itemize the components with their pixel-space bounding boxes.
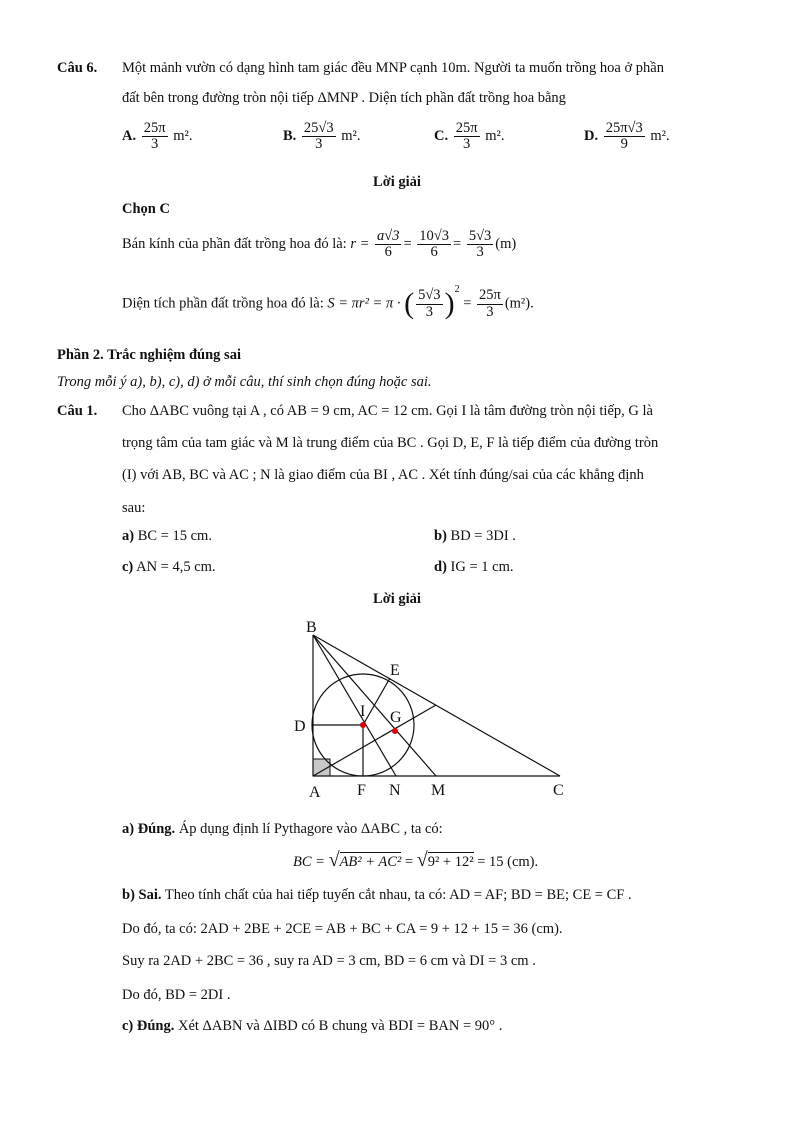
area-text: Diện tích phần đất trồng hoa đó là:: [122, 295, 324, 312]
option-a-numerator: 25π: [143, 120, 166, 136]
option-b-letter: B.: [283, 128, 297, 145]
option-d-fraction: [604, 121, 645, 152]
item-d-letter: d): [434, 559, 447, 575]
option-b: [283, 121, 361, 152]
option-a-letter: A.: [122, 128, 137, 145]
radius-frac-2: [417, 229, 451, 260]
question-6-text-line1: Một mảnh vườn có dạng hình tam giác đều MNP cạnh 10m. Người ta muốn trồng hoa ở phần: [122, 60, 664, 76]
option-a-denominator: 3: [151, 136, 159, 153]
option-b-fraction: [302, 121, 336, 152]
solution-title-q1: Lời giải: [373, 591, 421, 607]
item-b: [434, 527, 516, 545]
solution-title-q6: Lời giải: [373, 174, 421, 190]
area-result-num: 25π: [479, 287, 501, 304]
area-inner-den: 3: [425, 303, 433, 320]
item-b-text: BD = 3DI .: [450, 528, 516, 544]
solution-c-line: [122, 1017, 502, 1035]
item-c: [122, 558, 216, 576]
formula-eq: =: [404, 854, 414, 870]
item-a-letter: a): [122, 528, 135, 544]
item-a: [122, 527, 212, 545]
option-c-numerator: 25π: [455, 120, 478, 136]
option-b-numerator: 25√3: [303, 120, 334, 136]
label-f: F: [357, 782, 366, 799]
option-c-unit: m².: [485, 128, 505, 145]
label-g: G: [390, 709, 402, 726]
area-exponent: 2: [454, 283, 460, 295]
question-6-text-line2: đất bên trong đường tròn nội tiếp ΔMNP . Diện tích phần đất trồng hoa bằng: [122, 90, 566, 106]
formula-lhs: BC =: [293, 854, 325, 870]
item-a-text: BC = 15 cm.: [137, 528, 212, 544]
option-b-unit: m².: [341, 128, 361, 145]
formula-sqrt-2: 9² + 12²: [427, 854, 474, 870]
area-result-frac: [477, 288, 503, 319]
label-e: E: [390, 662, 400, 679]
area-unit: (m²).: [504, 295, 534, 312]
solution-c-text: Xét ΔABN và ΔIBD có B chung và BDI = BAN = 90° .: [178, 1018, 503, 1034]
option-d-unit: m².: [650, 128, 670, 145]
label-m: M: [431, 782, 446, 799]
solution-a-formula: BC = √AB² + AC² = √9² + 12² = 15 (cm).: [293, 849, 539, 871]
question-1-line1: Cho ΔABC vuông tại A , có AB = 9 cm, AC = 12 cm. Gọi I là tâm đường tròn nội tiếp, G là: [122, 403, 653, 419]
label-c: C: [553, 782, 564, 799]
item-b-letter: b): [434, 528, 447, 544]
radius-frac-2-num: 10√3: [419, 228, 450, 244]
solution-a-head: a) Đúng.: [122, 821, 176, 837]
option-c-denominator: 3: [463, 136, 471, 153]
label-b: B: [306, 619, 317, 636]
item-d: [434, 558, 513, 576]
area-lhs: S = πr² = π ·: [327, 295, 401, 312]
option-d-denominator: 9: [620, 136, 628, 153]
radius-frac-3-den: 3: [476, 244, 484, 261]
area-result-den: 3: [486, 303, 494, 320]
formula-result: = 15 (cm).: [477, 854, 539, 870]
solution-b-head: b) Sai.: [122, 887, 162, 903]
option-c-letter: C.: [434, 128, 449, 145]
radius-frac-3: [467, 229, 493, 260]
label-d: D: [294, 718, 306, 735]
radius-frac-1: [375, 229, 401, 260]
option-c: [434, 121, 504, 152]
label-i: I: [360, 703, 366, 720]
question-6-label: Câu 6.: [57, 60, 98, 76]
option-a-fraction: [142, 121, 168, 152]
triangle-figure: [285, 615, 585, 805]
radius-unit: (m): [495, 236, 517, 253]
point-i: [360, 722, 366, 728]
label-n: N: [389, 782, 401, 799]
solution-a-text: Áp dụng định lí Pythagore vào ΔABC , ta có:: [178, 821, 443, 837]
part-2-instruction: Trong mỗi ý a), b), c), d) ở mỗi câu, thí sinh chọn đúng hoặc sai.: [57, 374, 432, 390]
question-1-label: Câu 1.: [57, 403, 98, 419]
formula-sqrt-1: AB² + AC²: [339, 854, 402, 870]
part-2-title: Phần 2. Trắc nghiệm đúng sai: [57, 347, 241, 363]
solution-b-text: Theo tính chất của hai tiếp tuyến cắt nhau, ta có: AD = AF; BD = BE; CE = CF .: [164, 887, 632, 903]
label-a: A: [309, 784, 321, 801]
solution-b-line: [122, 886, 632, 904]
radius-line: Bán kính của phần đất trồng hoa đó là: r = $\frac{a√3}{6}$ = $\frac{10√3}{6}$ = $\frac{5√3}{3}$ (m): [122, 228, 517, 261]
area-inner-frac: [416, 288, 442, 319]
radius-frac-3-num: 5√3: [468, 228, 492, 244]
option-d: [584, 121, 670, 152]
question-1-line3: (I) với AB, BC và AC ; N là giao điểm của BI , AC . Xét tính đúng/sai của các khẳng định: [122, 467, 644, 483]
segment-am: [313, 705, 436, 776]
option-a-unit: m².: [173, 128, 193, 145]
solution-a-line: [122, 820, 443, 838]
radius-frac-1-num: a√3: [377, 228, 400, 244]
radius-frac-2-den: 6: [430, 244, 438, 261]
option-c-fraction: [454, 121, 480, 152]
solution-b-line3: Suy ra 2AD + 2BC = 36 , suy ra AD = 3 cm, BD = 6 cm và DI = 3 cm .: [122, 953, 536, 969]
solution-b-line2: Do đó, ta có: 2AD + 2BE + 2CE = AB + BC + CA = 9 + 12 + 15 = 36 (cm).: [122, 921, 563, 937]
radius-r: r =: [350, 236, 370, 253]
option-a: [122, 121, 192, 152]
item-c-text: AN = 4,5 cm.: [136, 559, 216, 575]
radius-frac-1-den: 6: [384, 244, 392, 261]
question-1-line4: sau:: [122, 500, 146, 516]
option-d-letter: D.: [584, 128, 599, 145]
radius-text: Bán kính của phần đất trồng hoa đó là:: [122, 236, 347, 253]
option-d-numerator: 25π√3: [605, 120, 643, 136]
chosen-answer: Chọn C: [122, 201, 170, 217]
item-d-text: IG = 1 cm.: [450, 559, 514, 575]
area-line: Diện tích phần đất trồng hoa đó là: S = πr² = π · ( $\frac{5√3}{3}$ )$^2$ = $\frac{25\pi}{3}$ (m²).: [122, 283, 534, 320]
point-g: [392, 728, 398, 734]
segment-bn: [313, 635, 396, 776]
item-c-letter: c): [122, 559, 134, 575]
solution-b-line4: Do đó, BD = 2DI .: [122, 987, 231, 1003]
area-inner-num: 5√3: [418, 287, 441, 304]
solution-c-head: c) Đúng.: [122, 1018, 175, 1034]
option-b-denominator: 3: [315, 136, 323, 153]
question-1-line2: trọng tâm của tam giác và M là trung điểm của BC . Gọi D, E, F là tiếp điểm của đường tròn: [122, 435, 659, 451]
